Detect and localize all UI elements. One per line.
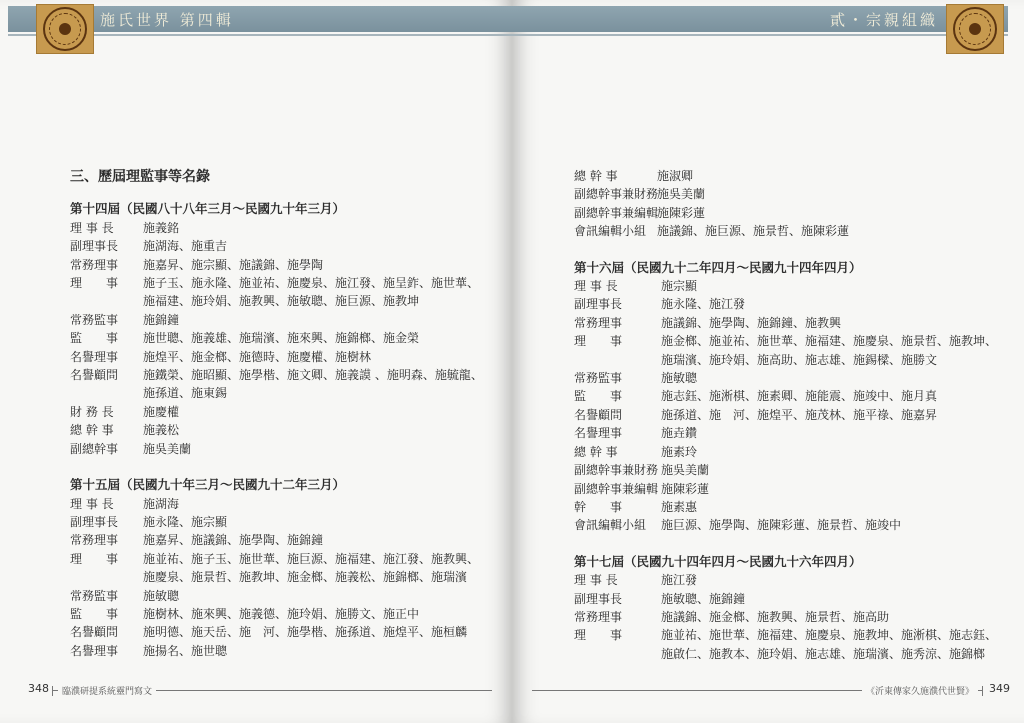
roster-role: 監 事: [70, 331, 119, 346]
roster-names: 施敏聰、施錦鐘: [661, 591, 746, 606]
running-header-title: 貳・宗親組織: [829, 11, 938, 29]
roster-row: [70, 384, 490, 402]
roster-names: 施永隆、施宗顯: [143, 514, 228, 529]
roster-row: [574, 590, 1004, 608]
roster-row: [574, 516, 1004, 534]
roster-names: 施並祐、施子玉、施世華、施巨源、施福建、施江發、施教興、: [143, 551, 480, 566]
roster-names: 施鐵榮、施昭顯、施學楷、施文卿、施義謨 、施明森、施毓龍、: [143, 368, 483, 383]
roster-names: 施巨源、施學陶、施陳彩蓮、施景哲、施竣中: [661, 518, 902, 533]
roster-row: [70, 550, 490, 568]
roster-role: 副理事長: [574, 297, 623, 312]
clan-emblem-logo: [36, 4, 94, 54]
roster-row: [574, 424, 1004, 442]
roster-names: 施孫道、施 河、施煌平、施茂林、施平祿、施嘉昇: [661, 407, 938, 422]
roster-role: 理 事: [70, 551, 119, 566]
roster-names: 施揚名、施世聰: [143, 643, 228, 658]
roster-names: 施宗顯: [661, 279, 698, 294]
roster-row: [70, 568, 490, 586]
roster-names: 施瑞濱、施玲娟、施高助、施志雄、施錫樑、施勝文: [661, 352, 938, 367]
roster-role: 總 幹 事: [70, 423, 114, 438]
roster-role: 理 事 長: [574, 279, 618, 294]
roster-row: [574, 406, 1004, 424]
roster-role: 理 事: [70, 276, 119, 291]
roster-names: 施煌平、施金榔、施德時、施慶權、施樹林: [143, 349, 372, 364]
roster-names: 施子玉、施永隆、施並祐、施慶泉、施江發、施呈鈼、施世華、: [143, 276, 480, 291]
roster-names: 施素惠: [661, 499, 698, 514]
footer-tick: [982, 686, 983, 696]
roster-row: [574, 645, 1004, 663]
roster-role: 名譽顧問: [70, 368, 119, 383]
roster-names: 施啟仁、施教本、施玲娟、施志雄、施瑞濱、施秀涼、施錦榔: [661, 646, 986, 661]
roster-row: [70, 329, 490, 347]
roster-row: [574, 369, 1004, 387]
roster-row: [574, 571, 1004, 589]
term-17-roster: [574, 571, 1004, 663]
roster-names: 施義銘: [143, 220, 180, 235]
roster-row: [574, 185, 1004, 203]
roster-row: [574, 480, 1004, 498]
roster-role: 副總幹事兼財務: [574, 187, 659, 202]
roster-row: [574, 314, 1004, 332]
term-title: 第十四屆（民國八十八年三月～民國九十年三月）: [70, 201, 346, 217]
emblem-seal-icon: [953, 7, 997, 51]
roster-role: 副總幹事兼財務: [574, 463, 659, 478]
roster-names: 施吳美蘭: [657, 187, 706, 202]
roster-names: 施永隆、施江發: [661, 297, 746, 312]
roster-names: 施世聰、施義雄、施瑞濱、施來興、施錦榔、施金榮: [143, 331, 420, 346]
term-15-roster-continued: [574, 167, 1004, 241]
roster-role: 常務理事: [574, 609, 623, 624]
roster-names: 施明德、施天岳、施 河、施學楷、施孫道、施煌平、施桓麟: [143, 625, 468, 640]
roster-row: [70, 531, 490, 549]
roster-role: 常務理事: [70, 257, 119, 272]
roster-row: [70, 274, 490, 292]
roster-names: 施陳彩蓮: [661, 481, 710, 496]
roster-role: [574, 351, 661, 369]
running-header-title: 施氏世界 第四輯: [100, 11, 234, 29]
right-page: [512, 0, 1024, 723]
roster-role: 幹 事: [574, 499, 623, 514]
roster-role: 理 事: [574, 334, 623, 349]
roster-names: 施樹林、施來興、施義德、施玲娟、施勝文、施正中: [143, 606, 420, 621]
roster-row: [574, 498, 1004, 516]
roster-role: 總 幹 事: [574, 169, 618, 183]
roster-row: [70, 366, 490, 384]
roster-role: 名譽顧問: [574, 407, 623, 422]
roster-row: [574, 461, 1004, 479]
roster-role: 常務理事: [574, 315, 623, 330]
roster-role: 名譽顧問: [70, 625, 119, 640]
roster-names: 施湖海: [143, 496, 180, 511]
term-16-roster: [574, 277, 1004, 535]
roster-row: [574, 222, 1004, 240]
footer-tick: [52, 686, 53, 696]
roster-role: 副總幹事: [70, 441, 119, 456]
roster-role: 常務監事: [70, 312, 119, 327]
roster-names: 施陳彩蓮: [657, 205, 706, 220]
roster-row: [70, 513, 490, 531]
roster-row: [574, 167, 1004, 185]
roster-role: [70, 568, 143, 586]
clan-emblem-logo: [946, 4, 1004, 54]
roster-names: 施議錦、施巨源、施景哲、施陳彩蓮: [657, 224, 850, 239]
roster-role: 副理事長: [70, 514, 119, 529]
roster-names: 施敏聰: [661, 371, 698, 386]
roster-names: 施吳美蘭: [143, 441, 192, 456]
roster-role: 常務監事: [574, 371, 623, 386]
roster-row: [574, 295, 1004, 313]
roster-names: 施議錦、施學陶、施錦鐘、施教興: [661, 315, 842, 330]
roster-names: 施志鈺、施淅棋、施素卿、施能震、施竣中、施月真: [661, 389, 938, 404]
left-content: [70, 168, 490, 660]
roster-role: [574, 645, 661, 663]
roster-names: 施慶泉、施景哲、施教坤、施金榔、施義松、施錦榔、施瑞濱: [143, 570, 468, 585]
roster-names: 施義松: [143, 423, 180, 438]
roster-role: 財 務 長: [70, 404, 114, 419]
roster-row: [70, 495, 490, 513]
roster-role: 名譽理事: [574, 426, 623, 441]
header-rule: [512, 34, 1008, 36]
roster-row: [70, 605, 490, 623]
roster-role: 理 事: [574, 628, 623, 643]
roster-role: 會訊編輯小組: [574, 518, 647, 533]
term-15-roster: [70, 495, 490, 661]
roster-role: 常務監事: [70, 588, 119, 603]
roster-row: [574, 351, 1004, 369]
roster-role: 常務理事: [70, 533, 119, 548]
roster-row: [70, 421, 490, 439]
roster-row: [574, 626, 1004, 644]
page-number: 348: [28, 682, 49, 695]
roster-names: 施湖海、施重吉: [143, 239, 228, 254]
roster-row: [70, 237, 490, 255]
footer-text: 《沂東傳家久施濮代世賢》: [862, 684, 978, 697]
roster-role: 副理事長: [70, 239, 119, 254]
roster-row: [574, 443, 1004, 461]
roster-names: 施嘉昇、施宗顯、施議錦、施學陶: [143, 257, 324, 272]
roster-role: 總 幹 事: [574, 444, 618, 459]
roster-role: [70, 292, 143, 310]
roster-role: 名譽理事: [70, 643, 119, 658]
roster-row: [70, 219, 490, 237]
roster-role: 會訊編輯小組: [574, 224, 647, 239]
roster-names: 施嘉昇、施議錦、施學陶、施錦鐘: [143, 533, 324, 548]
roster-row: [574, 277, 1004, 295]
roster-row: [70, 348, 490, 366]
term-14-roster: [70, 219, 490, 458]
roster-names: 施慶權: [143, 404, 180, 419]
roster-row: [70, 292, 490, 310]
roster-role: 副總幹事兼編輯: [574, 205, 659, 220]
footer-text: 臨濮研提系統靈門寫文: [58, 684, 156, 697]
roster-names: 施素玲: [661, 444, 698, 459]
roster-names: 施敏聰: [143, 588, 180, 603]
roster-role: 監 事: [70, 606, 119, 621]
roster-names: 施錦鐘: [143, 312, 180, 327]
roster-role: 理 事 長: [70, 496, 114, 511]
roster-names: 施議錦、施金榔、施教興、施景哲、施高助: [661, 609, 890, 624]
roster-names: 施淑卿: [657, 169, 694, 183]
roster-row: [574, 332, 1004, 350]
roster-row: [70, 311, 490, 329]
roster-names: 施江發: [661, 573, 698, 588]
term-title: 第十五屆（民國九十年三月～民國九十二年三月）: [70, 477, 346, 493]
roster-row: [70, 587, 490, 605]
roster-role: 副理事長: [574, 591, 623, 606]
roster-names: 施吳美蘭: [661, 463, 710, 478]
roster-role: 副總幹事兼編輯: [574, 481, 659, 496]
roster-names: 施垚鑽: [661, 426, 698, 441]
roster-row: [70, 642, 490, 660]
roster-names: 施並祐、施世華、施福建、施慶泉、施教坤、施淅棋、施志鈺、: [661, 628, 998, 643]
roster-names: 施金榔、施並祐、施世華、施福建、施慶泉、施景哲、施教坤、: [661, 334, 998, 349]
roster-role: [70, 384, 143, 402]
term-title: 第十六屆（民國九十二年四月～民國九十四年四月）: [574, 259, 862, 275]
roster-role: 監 事: [574, 389, 623, 404]
term-title: 第十七屆（民國九十四年四月～民國九十六年四月）: [574, 553, 862, 569]
roster-role: 名譽理事: [70, 349, 119, 364]
emblem-seal-icon: [43, 7, 87, 51]
roster-row: [70, 440, 490, 458]
roster-names: 施孫道、施東錫: [143, 386, 228, 401]
roster-row: [574, 387, 1004, 405]
roster-row: [574, 204, 1004, 222]
roster-row: [70, 403, 490, 421]
right-content: [574, 167, 1004, 663]
roster-row: [70, 256, 490, 274]
roster-names: 施福建、施玲娟、施教興、施敏聰、施巨源、施教坤: [143, 294, 420, 309]
roster-role: 理 事 長: [70, 220, 114, 235]
roster-row: [70, 623, 490, 641]
roster-role: 理 事 長: [574, 573, 618, 588]
section-title: 三、歷屆理監事等名錄: [70, 169, 210, 185]
roster-row: [574, 608, 1004, 626]
page-number: 349: [989, 682, 1010, 695]
